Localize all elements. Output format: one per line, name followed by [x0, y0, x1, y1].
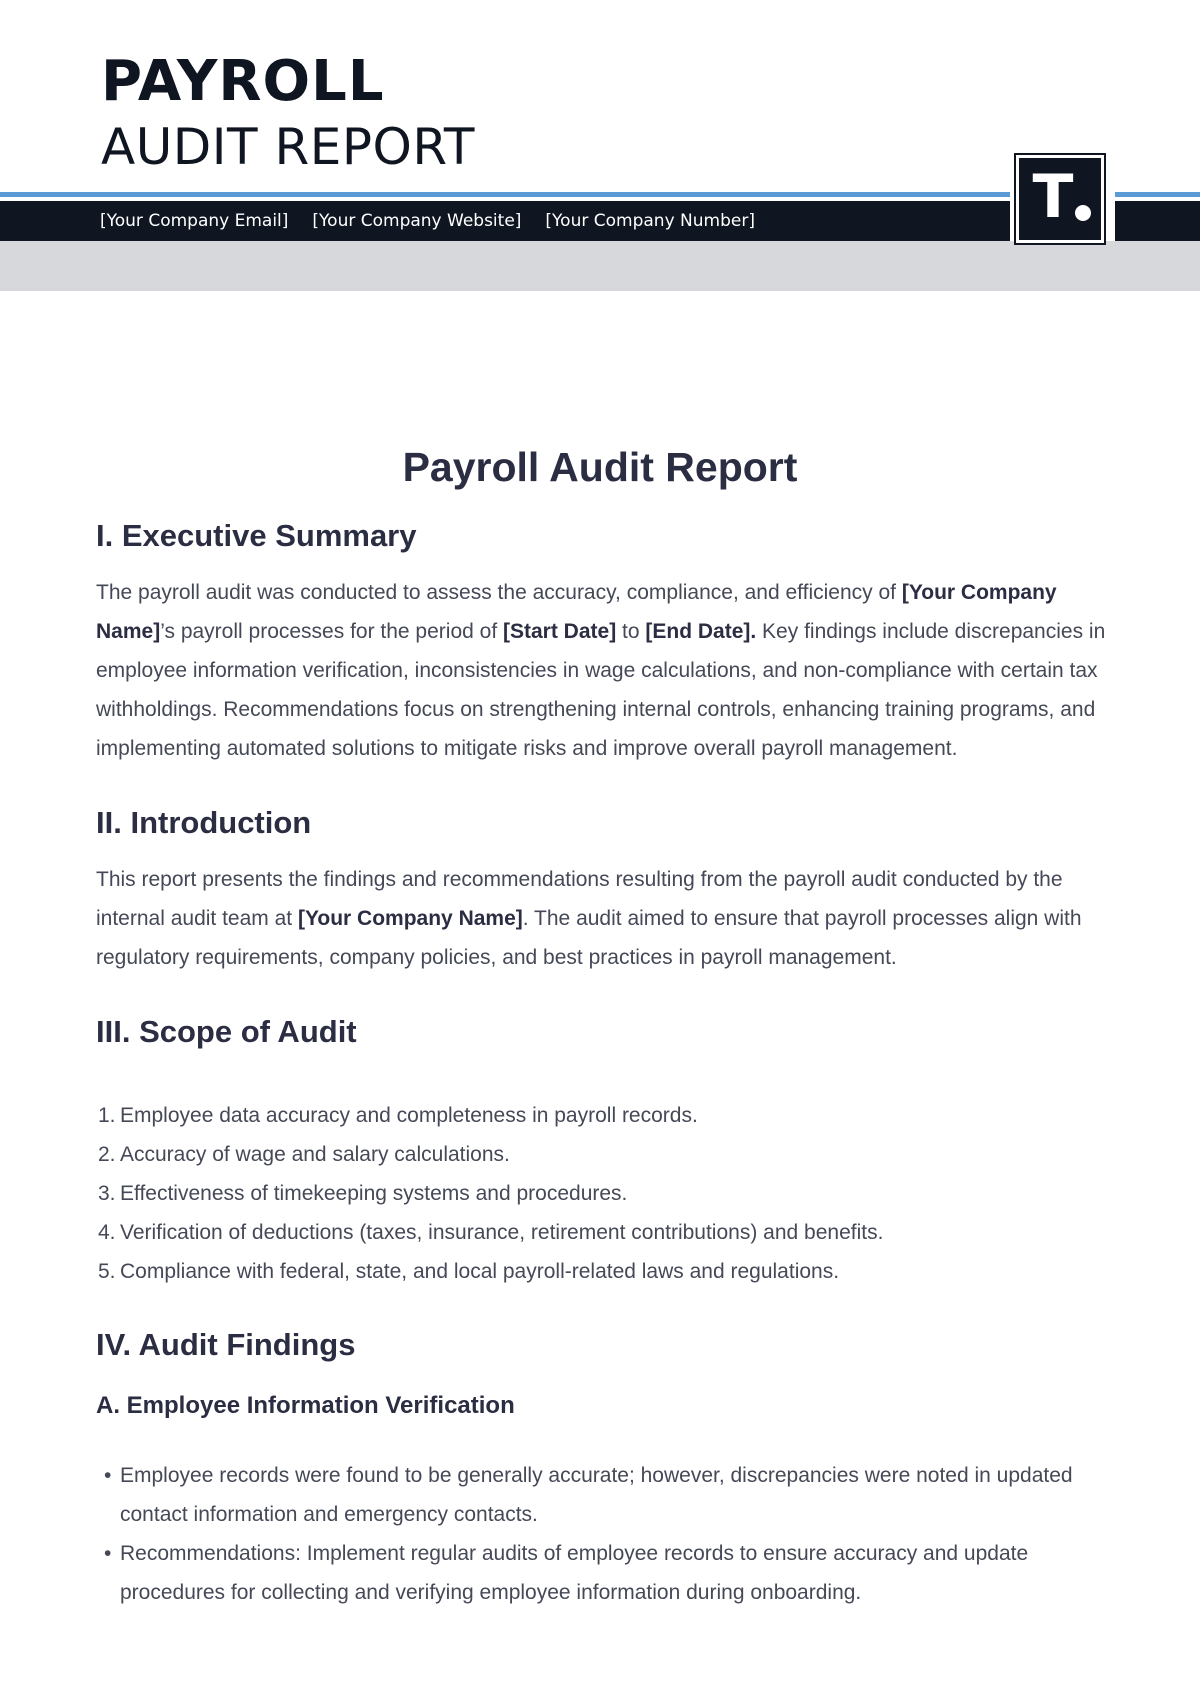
header-contacts [100, 201, 755, 241]
list-item: 1. Employee data accuracy and completeness in payroll records. [98, 1104, 698, 1127]
logo-letter: T [1032, 162, 1074, 232]
section-heading-scope: III. Scope of Audit [96, 1014, 357, 1049]
bullet-icon: • [104, 1542, 112, 1565]
list-item: 4. Verification of deductions (taxes, insurance, retirement contributions) and benefits. [98, 1221, 884, 1244]
executive-summary-text: The payroll audit was conducted to assess the accuracy, compliance, and efficiency of [Your Company Name]’s payroll processes for the period of [Start Date] to [End Date]. Key findings include discrepancies in employee information verification, inconsistencies in wage calculations, and non-compliance with certain tax withholdings. Recommendations focus on strengthening internal controls, enhancing training programs, and implementing automated solutions to mitigate risks and improve overall payroll management. [96, 581, 1106, 760]
list-item: • Employee records were found to be generally accurate; however, discrepancies were noted in updated contact information and emergency contacts. [96, 1456, 1106, 1534]
introduction-text: This report presents the findings and recommendations resulting from the payroll audit conducted by the internal audit team at [Your Company Name]. The audit aimed to ensure that payroll processes align with regulatory requirements, company policies, and best practices in payroll management. [96, 868, 1082, 969]
company-email: [Your Company Email] [100, 211, 289, 231]
header-accent-line-right [1115, 192, 1200, 197]
company-number: [Your Company Number] [545, 211, 755, 231]
document-body [96, 438, 1106, 1612]
subheading-employee-information: A. Employee Information Verification [96, 1392, 515, 1419]
section-heading-executive-summary: I. Executive Summary [96, 518, 417, 553]
company-logo [1016, 155, 1104, 243]
company-website: [Your Company Website] [312, 211, 522, 231]
header-accent-line [0, 192, 1010, 197]
header-contact-bar-right [1115, 201, 1200, 241]
section-heading-audit-findings: IV. Audit Findings [96, 1327, 356, 1362]
scope-list [96, 1096, 1106, 1291]
findings-list [96, 1456, 1106, 1612]
logo-dot-icon [1075, 205, 1091, 221]
header-gray-band [0, 241, 1200, 291]
section-heading-introduction: II. Introduction [96, 805, 312, 840]
bullet-icon: • [104, 1464, 112, 1487]
list-item: 2. Accuracy of wage and salary calculations. [98, 1143, 510, 1166]
header-title-line1: PAYROLL [101, 49, 385, 114]
document-title: Payroll Audit Report [402, 444, 798, 490]
list-item: • Recommendations: Implement regular audits of employee records to ensure accuracy and update procedures for collecting and verifying employee information during onboarding. [96, 1534, 1106, 1612]
list-item: 3. Effectiveness of timekeeping systems and procedures. [98, 1182, 628, 1205]
header-title-line2: AUDIT REPORT [101, 118, 475, 176]
report-header [0, 0, 1200, 292]
list-item: 5. Compliance with federal, state, and local payroll-related laws and regulations. [98, 1260, 840, 1283]
